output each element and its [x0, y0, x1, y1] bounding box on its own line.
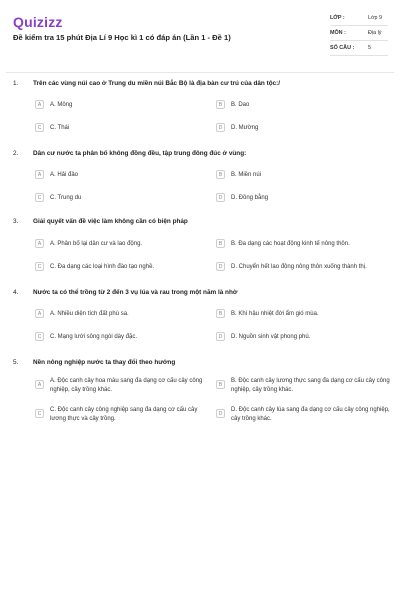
option-d[interactable] [216, 194, 391, 203]
option-letter-box: D [216, 193, 225, 202]
option-letter-box: B [216, 380, 225, 389]
option-letter-box: B [216, 309, 225, 318]
option-text: D. Chuyển hết lao động nông thôn xuống thành thị. [231, 264, 367, 270]
option-text: B. Độc canh cây lương thực sang đa dạng cơ cấu cây công nghiệp, cây trồng khác. [231, 378, 390, 393]
question-number: 2. [13, 150, 19, 157]
option-b[interactable] [216, 310, 391, 319]
option-letter-box: A [35, 170, 44, 179]
option-text: B. Dao [231, 102, 250, 108]
option-text: B. Khí hậu nhiệt đới ẩm gió mùa. [231, 311, 319, 317]
question-text: Nền nông nghiệp nước ta thay đổi theo hướng [33, 359, 176, 366]
option-a[interactable] [35, 171, 205, 180]
header-divider [6, 72, 394, 73]
option-text: A. Phân bố lại dân cư và lao động. [50, 241, 143, 247]
meta-label: LỚP : [330, 15, 345, 21]
option-letter-box: C [35, 193, 44, 202]
option-b[interactable] [216, 377, 391, 394]
question-text: Dân cư nước ta phân bố không đồng đều, tập trung đông đúc ở vùng: [33, 150, 247, 157]
question-text: Trên các vùng núi cao ở Trung du miền núi Bắc Bộ là địa bàn cư trú của dân tộc:/ [33, 80, 281, 87]
option-text: A. Mông [50, 102, 73, 108]
option-d[interactable] [216, 124, 391, 133]
meta-row-class [330, 11, 388, 26]
meta-value: Địa lý [368, 30, 382, 36]
option-a[interactable] [35, 101, 205, 110]
option-letter-box: C [35, 262, 44, 271]
option-letter-box: B [216, 100, 225, 109]
option-text: C. Trung du [50, 195, 82, 201]
option-a[interactable] [35, 240, 205, 249]
option-d[interactable] [216, 263, 391, 272]
question-number: 5. [13, 359, 19, 366]
question-number: 4. [13, 289, 19, 296]
question-text: Nước ta có thể trồng từ 2 đến 3 vụ lúa và rau trong một năm là nhờ [33, 289, 238, 296]
quizizz-logo: Quizizz [13, 14, 63, 30]
option-text: A. Hải đảo [50, 172, 79, 178]
option-letter-box: B [216, 239, 225, 248]
option-d[interactable] [216, 406, 391, 423]
option-b[interactable] [216, 240, 391, 249]
question-text: Giải quyết vấn đề việc làm không cần có biện pháp [33, 218, 188, 225]
option-c[interactable] [35, 333, 205, 342]
option-letter-box: A [35, 380, 44, 389]
option-b[interactable] [216, 171, 391, 180]
option-a[interactable] [35, 377, 205, 394]
option-b[interactable] [216, 101, 391, 110]
option-letter-box: A [35, 100, 44, 109]
question-number: 3. [13, 218, 19, 225]
option-letter-box: D [216, 262, 225, 271]
question-number: 1. [13, 80, 19, 87]
option-letter-box: D [216, 409, 225, 418]
option-text: D. Mường [231, 125, 259, 131]
meta-label: SỐ CÂU : [330, 45, 355, 51]
meta-row-count [330, 41, 388, 56]
option-letter-box: C [35, 332, 44, 341]
meta-row-subject [330, 26, 388, 41]
option-text: C. Thái [50, 125, 70, 131]
option-letter-box: C [35, 123, 44, 132]
option-letter-box: D [216, 332, 225, 341]
option-text: C. Đa dạng các loại hình đào tạo nghề. [50, 264, 155, 270]
option-text: B. Miền núi [231, 172, 262, 178]
option-text: D. Nguồn sinh vật phong phú. [231, 334, 311, 340]
option-letter-box: A [35, 239, 44, 248]
option-text: C. Mạng lưới sông ngòi dày đặc. [50, 334, 137, 340]
page-title: Đề kiểm tra 15 phút Địa Lí 9 Học kì 1 có đáp án (Lần 1 - Đề 1) [13, 33, 231, 42]
option-letter-box: C [35, 409, 44, 418]
option-text: B. Đa dạng các hoạt động kinh tế nông thôn. [231, 241, 350, 247]
option-letter-box: B [216, 170, 225, 179]
option-c[interactable] [35, 263, 205, 272]
option-text: D. Độc canh cây lúa sang đa dạng cơ cấu cây công nghiệp, cây trồng khác. [231, 407, 390, 422]
option-c[interactable] [35, 194, 205, 203]
meta-label: MÔN : [330, 30, 346, 36]
option-letter-box: D [216, 123, 225, 132]
option-letter-box: A [35, 309, 44, 318]
option-text: C. Độc canh cây công nghiệp sang đa dạng cơ cấu cây lương thực và cây trồng. [50, 407, 198, 422]
option-d[interactable] [216, 333, 391, 342]
meta-box [330, 11, 388, 56]
meta-value: Lớp 9 [368, 15, 383, 21]
option-c[interactable] [35, 406, 205, 423]
option-c[interactable] [35, 124, 205, 133]
option-text: A. Nhiều diện tích đất phù sa. [50, 311, 129, 317]
meta-value: 5 [368, 45, 371, 51]
option-a[interactable] [35, 310, 205, 319]
option-text: D. Đồng bằng [231, 195, 269, 201]
option-text: A. Độc canh cây hoa màu sang đa dạng cơ cấu cây công nghiệp, cây trồng khác. [50, 378, 203, 393]
